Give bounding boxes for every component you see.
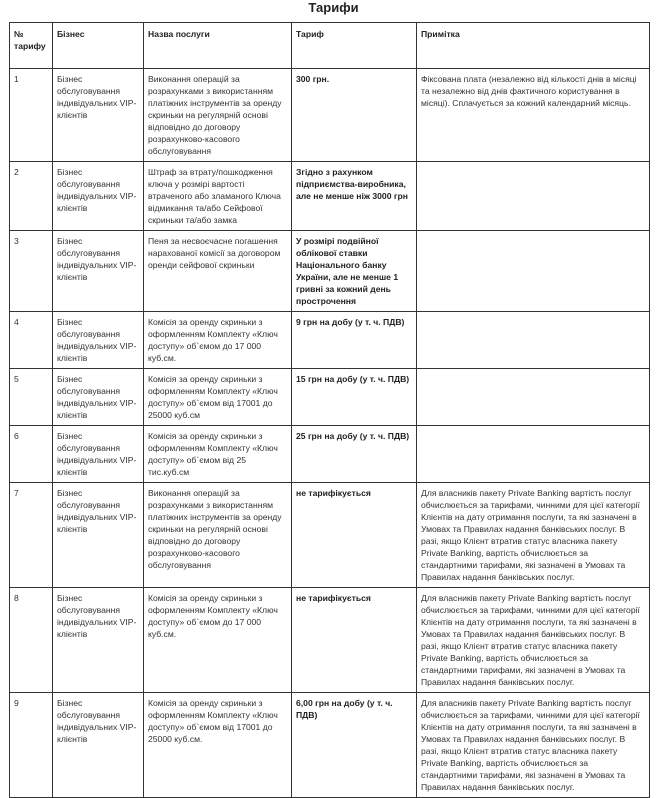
table-row: [10, 231, 650, 312]
cell-note: [417, 426, 650, 483]
cell-business: Бізнес обслуговування індивідуальних VIP-клієнтів: [53, 693, 144, 798]
cell-number: 9: [10, 693, 53, 798]
cell-note: Для власників пакету Private Banking вартість послуг обчислюється за тарифами, чинними для цієї категорії Клієнтів на дату отримання послуги, та які зазначені в Умовах та Правилах надання банківських послуг. В разі, якщо Клієнт втратив статус власника пакету Private Banking, вартість обчислюється за стандартними тарифами, які зазначені в Умовах та Правилах надання банківських послуг.: [417, 588, 650, 693]
table-row: [10, 162, 650, 231]
cell-tariff: 6,00 грн на добу (у т. ч. ПДВ): [292, 693, 417, 798]
cell-business: Бізнес обслуговування індивідуальних VIP-клієнтів: [53, 162, 144, 231]
cell-number: 2: [10, 162, 53, 231]
header-tariff: Тариф: [292, 23, 417, 69]
cell-number: 5: [10, 369, 53, 426]
table-row: [10, 426, 650, 483]
cell-service: Виконання операцій за розрахунками з використанням платіжних інструментів за оренду скриньки на регулярній основі відповідно до договору розрахунково-касового обслуговування: [144, 483, 292, 588]
table-row: [10, 312, 650, 369]
cell-tariff: Згідно з рахунком підприємства-виробника, але не менше ніж 3000 грн: [292, 162, 417, 231]
page-title: Тарифи: [308, 0, 359, 15]
cell-business: Бізнес обслуговування індивідуальних VIP-клієнтів: [53, 231, 144, 312]
cell-tariff: 15 грн на добу (у т. ч. ПДВ): [292, 369, 417, 426]
cell-note: [417, 162, 650, 231]
cell-tariff: У розмірі подвійної облікової ставки Національного банку України, але не менше 1 гривні за кожний день прострочення: [292, 231, 417, 312]
cell-business: Бізнес обслуговування індивідуальних VIP-клієнтів: [53, 588, 144, 693]
cell-service: Комісія за оренду скриньки з оформленням Комплекту «Ключ доступу» об`ємом від 25 тис.куб.см: [144, 426, 292, 483]
cell-note: Фіксована плата (незалежно від кількості днів в місяці та незалежно від днів фактичного користування в місяці). Сплачується за кожний календарний місяць.: [417, 69, 650, 162]
cell-number: 8: [10, 588, 53, 693]
cell-service: Пеня за несвоєчасне погашення нарахованої комісії за договором оренди сейфової скриньки: [144, 231, 292, 312]
cell-business: Бізнес обслуговування індивідуальних VIP-клієнтів: [53, 426, 144, 483]
cell-number: 1: [10, 69, 53, 162]
cell-tariff: 25 грн на добу (у т. ч. ПДВ): [292, 426, 417, 483]
table-row: [10, 588, 650, 693]
cell-business: Бізнес обслуговування індивідуальних VIP-клієнтів: [53, 483, 144, 588]
cell-tariff: не тарифікується: [292, 588, 417, 693]
cell-service: Комісія за оренду скриньки з оформленням Комплекту «Ключ доступу» об`ємом до 17 000 куб.см.: [144, 588, 292, 693]
cell-number: 3: [10, 231, 53, 312]
cell-number: 7: [10, 483, 53, 588]
header-service: Назва послуги: [144, 23, 292, 69]
cell-note: [417, 369, 650, 426]
table-header-row: [10, 23, 650, 69]
cell-number: 4: [10, 312, 53, 369]
cell-tariff: 9 грн на добу (у т. ч. ПДВ): [292, 312, 417, 369]
tariffs-table: [9, 22, 650, 798]
cell-note: [417, 231, 650, 312]
cell-service: Виконання операцій за розрахунками з використанням платіжних інструментів за оренду скриньки на регулярній основі відповідно до договору розрахунково-касового обслуговування: [144, 69, 292, 162]
cell-note: Для власників пакету Private Banking вартість послуг обчислюється за тарифами, чинними для цієї категорії Клієнтів на дату отримання послуги, та які зазначені в Умовах та Правилах надання банківських послуг. В разі, якщо Клієнт втратив статус власника пакету Private Banking, вартість обчислюється за стандартними тарифами, які зазначені в Умовах та Правилах надання банківських послуг.: [417, 693, 650, 798]
cell-note: Для власників пакету Private Banking вартість послуг обчислюється за тарифами, чинними для цієї категорії Клієнтів на дату отримання послуги, та які зазначені в Умовах та Правилах надання банківських послуг. В разі, якщо Клієнт втратив статус власника пакету Private Banking, вартість обчислюється за стандартними тарифами, які зазначені в Умовах та Правилах надання банківських послуг.: [417, 483, 650, 588]
cell-note: [417, 312, 650, 369]
table-row: [10, 693, 650, 798]
cell-service: Комісія за оренду скриньки з оформленням Комплекту «Ключ доступу» об`ємом від 17001 до 25000 куб.см: [144, 369, 292, 426]
cell-business: Бізнес обслуговування індивідуальних VIP-клієнтів: [53, 369, 144, 426]
cell-business: Бізнес обслуговування індивідуальних VIP-клієнтів: [53, 312, 144, 369]
cell-service: Штраф за втрату/пошкодження ключа у розмірі вартості втраченого або зламаного Ключа відмикання та/або Сейфової скриньки та/або замка: [144, 162, 292, 231]
table-row: [10, 483, 650, 588]
cell-tariff: 300 грн.: [292, 69, 417, 162]
cell-service: Комісія за оренду скриньки з оформленням Комплекту «Ключ доступу» об`ємом до 17 000 куб.см.: [144, 312, 292, 369]
table-row: [10, 69, 650, 162]
header-note: Примітка: [417, 23, 650, 69]
header-business: Бізнес: [53, 23, 144, 69]
cell-business: Бізнес обслуговування індивідуальних VIP-клієнтів: [53, 69, 144, 162]
cell-number: 6: [10, 426, 53, 483]
table-row: [10, 369, 650, 426]
cell-tariff: не тарифікується: [292, 483, 417, 588]
cell-service: Комісія за оренду скриньки з оформленням Комплекту «Ключ доступу» об`ємом від 17001 до 25000 куб.см.: [144, 693, 292, 798]
header-number: № тарифу: [10, 23, 53, 69]
